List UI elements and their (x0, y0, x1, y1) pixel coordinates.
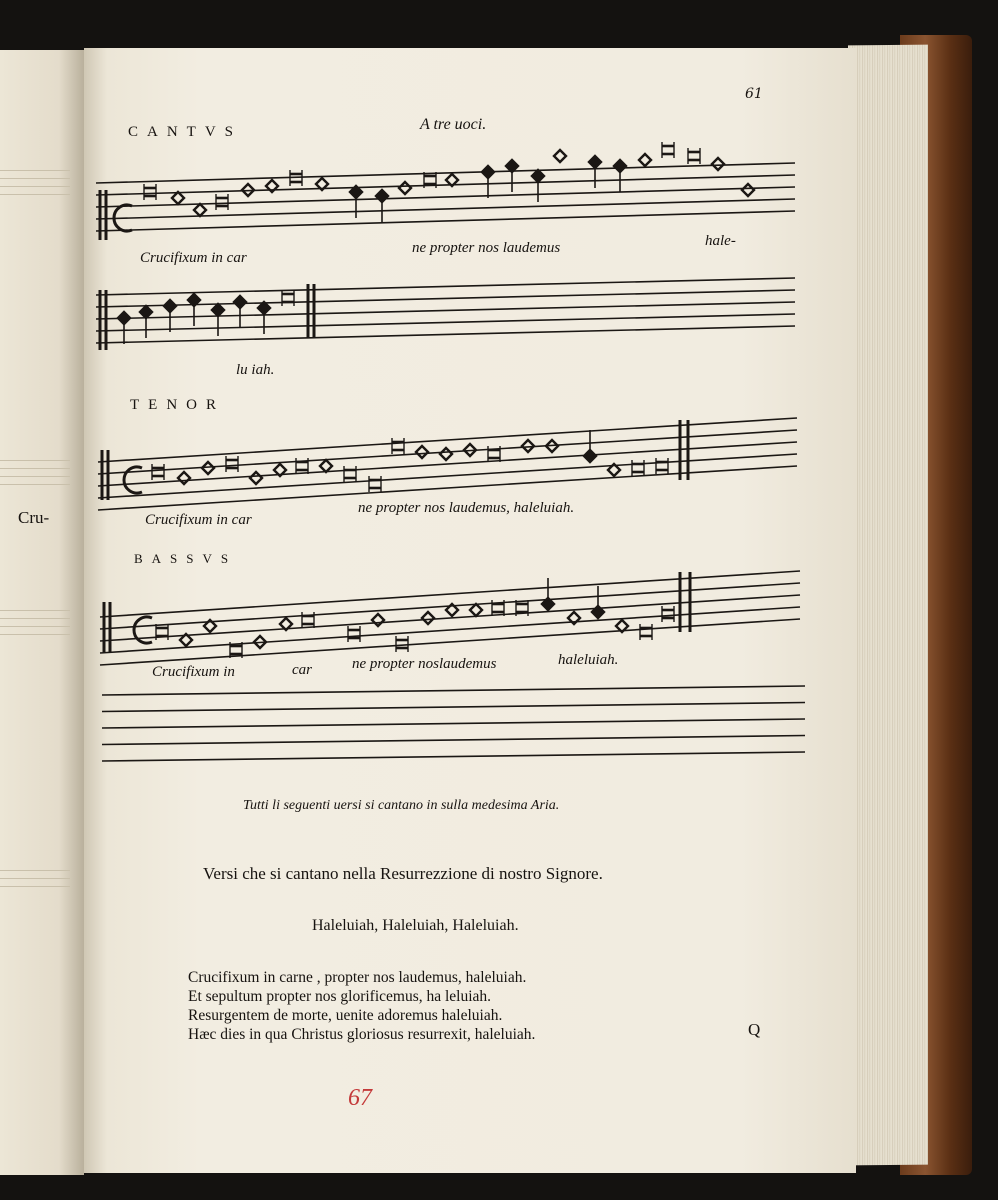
bassus-lyric-4: haleluiah. (558, 652, 619, 668)
cantus-lyric-3: hale- (705, 233, 736, 249)
note-tenor-11 (416, 446, 428, 458)
verse-line-1: Crucifixum in carne , propter nos laudemus, haleluiah. (188, 969, 527, 986)
note-cantus-22 (712, 158, 724, 170)
note-cantus-10 (399, 182, 411, 194)
verse-line-4: Hæc dies in qua Christus gloriosus resurrexit, haleluiah. (188, 1026, 536, 1043)
voice-label-tenor: TENOR (130, 397, 225, 413)
note-bassus-17 (592, 586, 604, 618)
clef-0 (100, 190, 106, 240)
note-cantus-13 (482, 166, 494, 198)
note-cantus2-1 (140, 306, 152, 338)
note-cantus-14 (506, 160, 518, 192)
note-cantus2-5 (234, 296, 246, 328)
bassus-lyric-1: Crucifixum in (152, 664, 235, 680)
cantus-lyric-4: lu iah. (236, 362, 275, 378)
note-tenor-3 (226, 456, 238, 472)
note-bassus-10 (422, 612, 434, 624)
note-tenor-1 (178, 472, 190, 484)
note-tenor-0 (152, 464, 164, 480)
staff-bassus (100, 571, 800, 665)
note-cantus2-6 (258, 302, 270, 334)
note-tenor-4 (250, 472, 262, 484)
note-cantus-16 (554, 150, 566, 162)
note-cantus-1 (172, 192, 184, 204)
clef-2 (102, 450, 108, 500)
note-tenor-8 (344, 466, 356, 482)
note-cantus-21 (688, 148, 700, 164)
staff-cantus-1 (96, 163, 795, 231)
rubric: Tutti li seguenti uersi si cantano in sulla medesima Aria. (243, 798, 560, 813)
staff-tenor (98, 418, 797, 510)
note-cantus2-7 (282, 290, 294, 306)
bassus-lyric-2: car (292, 662, 312, 678)
refrain: Haleluiah, Haleluiah, Haleluiah. (312, 917, 519, 934)
verse-line-2: Et sepultum propter nos glorificemus, ha leluiah. (188, 988, 492, 1005)
verse-line-3: Resurgentem de morte, uenite adoremus haleluiah. (188, 1007, 503, 1024)
note-bassus-20 (662, 606, 674, 622)
signature-mark: Q (748, 1020, 761, 1039)
note-bassus-8 (372, 614, 384, 626)
clef-3 (104, 602, 110, 652)
note-tenor-19 (632, 460, 644, 476)
bassus-lyric-3: ne propter noslaudemus (352, 656, 497, 672)
note-cantus-9 (376, 190, 388, 222)
cantus-lyric-2: ne propter nos laudemus (412, 240, 561, 256)
clef-1 (100, 290, 106, 350)
note-bassus-19 (640, 624, 652, 640)
note-tenor-20 (656, 458, 668, 474)
library-shelf-mark: 67 (348, 1085, 372, 1111)
note-cantus-3 (216, 194, 228, 210)
note-tenor-12 (440, 448, 452, 460)
cantus-lyric-1: Crucifixum in car (140, 250, 247, 266)
verses (188, 968, 535, 1044)
page-number: 61 (745, 86, 763, 102)
voice-label-bassus: BASSVS (134, 551, 238, 566)
note-cantus-20 (662, 142, 674, 158)
note-bassus-12 (470, 604, 482, 616)
piece-title: A tre uoci. (420, 116, 487, 133)
staff-cantus-2 (96, 278, 795, 343)
note-cantus-17 (589, 156, 601, 188)
voice-label-cantus: CANTVS (128, 124, 243, 140)
note-tenor-9 (369, 476, 381, 492)
note-cantus2-4 (212, 304, 224, 336)
verses-heading: Versi che si cantano nella Resurrezzione di nostro Signore. (203, 864, 603, 883)
tenor-lyric-2: ne propter nos laudemus, haleluiah. (358, 500, 575, 516)
left-page-word: Cru- (18, 508, 50, 527)
note-cantus2-0 (118, 312, 130, 344)
note-tenor-7 (320, 460, 332, 472)
tenor-lyric-1: Crucifixum in car (145, 512, 252, 528)
note-cantus-2 (194, 204, 206, 216)
note-cantus-0 (144, 184, 156, 200)
note-tenor-10 (392, 438, 404, 454)
note-bassus-15 (542, 578, 554, 610)
note-cantus-8 (350, 186, 362, 218)
note-bassus-9 (396, 636, 408, 652)
mensuration-sign-bassus (134, 617, 152, 643)
staff-empty (102, 686, 805, 761)
note-cantus-15 (532, 170, 544, 202)
note-bassus-7 (348, 626, 360, 642)
note-cantus-18 (614, 160, 626, 192)
note-cantus-23 (742, 184, 754, 196)
note-cantus2-3 (188, 294, 200, 326)
note-cantus2-2 (164, 300, 176, 332)
note-tenor-17 (584, 430, 596, 462)
note-cantus-19 (639, 154, 651, 166)
